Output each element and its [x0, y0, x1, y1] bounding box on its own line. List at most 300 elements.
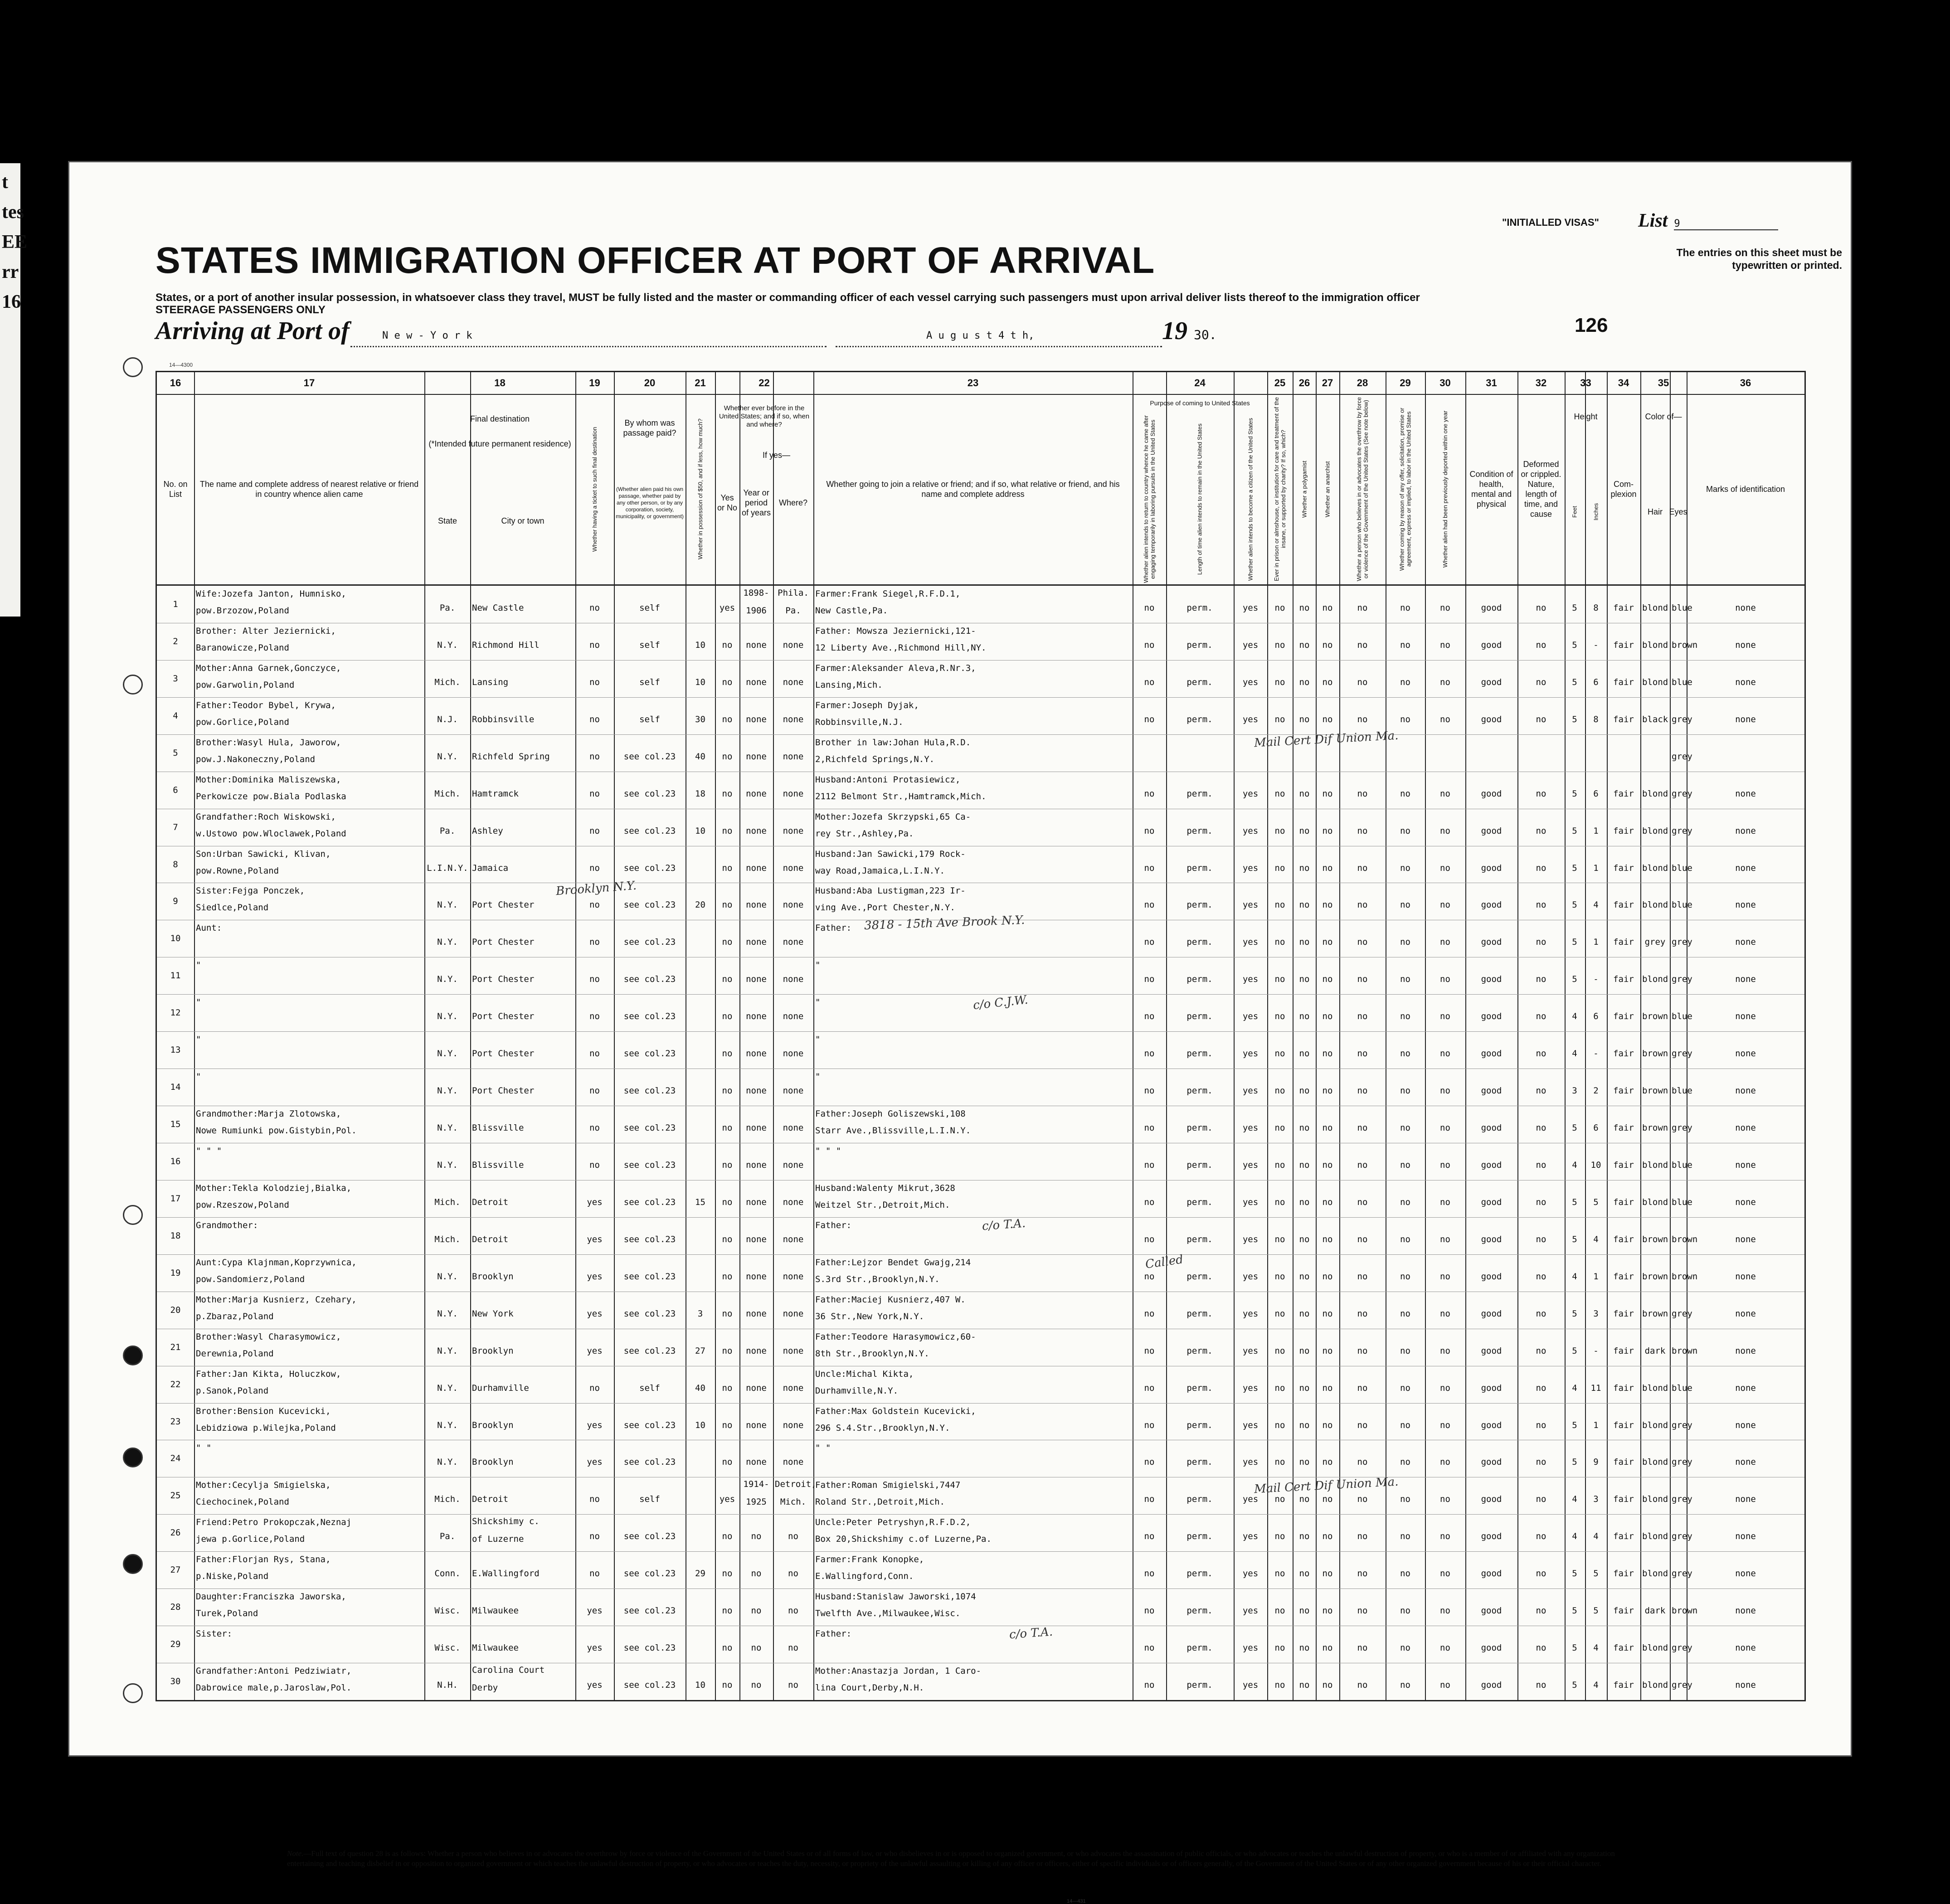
destination-city: Blissville	[472, 1123, 524, 1133]
answer-hair: blond	[1642, 789, 1668, 799]
answer-p1: no	[1144, 863, 1155, 873]
answer-q27: no	[1322, 1346, 1333, 1356]
answer-q25: no	[1274, 1160, 1285, 1170]
ticket-answer: yes	[587, 1272, 603, 1282]
destination-city: Port Chester	[472, 1086, 535, 1096]
answer-marks: none	[1735, 1457, 1756, 1467]
answer-cx: fair	[1613, 714, 1634, 724]
header-final-destination-note: (*Intended future permanent residence)	[428, 439, 571, 448]
ticket-answer: no	[589, 1569, 600, 1579]
answer-cx: fair	[1613, 937, 1634, 947]
answer-p3: yes	[1242, 1606, 1259, 1616]
answer-health: good	[1481, 1420, 1502, 1430]
answer-health: good	[1481, 1569, 1502, 1579]
relative-name: " "	[196, 1443, 212, 1453]
answer-eyes: brown	[1672, 1606, 1698, 1616]
answer-eyes: blue	[1672, 900, 1692, 910]
answer-marks: none	[1735, 826, 1756, 836]
joining-relative: "	[815, 960, 821, 970]
year-period: no	[751, 1531, 762, 1541]
answer-cx: fair	[1613, 1420, 1634, 1430]
answer-q25: no	[1274, 677, 1285, 687]
passage-paid-by: see col.23	[623, 1011, 676, 1021]
answer-q29: no	[1400, 863, 1410, 873]
passage-paid-by: see col.23	[623, 1272, 676, 1282]
answer-q28: no	[1357, 603, 1368, 613]
row-number: 21	[170, 1342, 181, 1352]
answer-ft: 5	[1572, 900, 1577, 910]
answer-health: good	[1481, 1606, 1502, 1616]
column-number: 23	[813, 372, 1133, 395]
passage-paid-by: see col.23	[623, 1234, 676, 1244]
relative-name: Grandfather:Roch Wiskowski,	[196, 812, 336, 822]
joining-relative: Father:Maciej Kusnierz,407 W.	[815, 1295, 966, 1305]
ever-before-answer: no	[722, 1346, 733, 1356]
answer-p1: no	[1144, 1011, 1155, 1021]
year	[1162, 316, 1217, 345]
answer-q28: no	[1357, 863, 1368, 873]
answer-eyes: grey	[1672, 1643, 1692, 1653]
answer-cx: fair	[1613, 1680, 1634, 1690]
relative-name: "	[196, 997, 201, 1007]
joining-relative: Farmer:Frank Konopke,	[815, 1554, 924, 1564]
answer-in: 3	[1593, 1494, 1599, 1504]
row-number: 24	[170, 1453, 181, 1463]
answer-q29: no	[1400, 1272, 1410, 1282]
column-number: 26	[1293, 372, 1316, 395]
answer-deform: no	[1536, 677, 1546, 687]
answer-health: good	[1481, 1680, 1502, 1690]
answer-eyes: grey	[1672, 752, 1692, 762]
answer-q25: no	[1274, 1234, 1285, 1244]
relative-name: Mother:Anna Garnek,Gonczyce,	[196, 663, 341, 673]
relative-name: Mother:Dominika Maliszewska,	[196, 775, 341, 785]
relative-name: Mother:Marja Kusnierz, Czehary,	[196, 1295, 357, 1305]
answer-p3: yes	[1242, 714, 1259, 724]
row-number: 26	[170, 1528, 181, 1538]
answer-q30: no	[1440, 1346, 1450, 1356]
year-period: none	[746, 1234, 767, 1244]
answer-p3: yes	[1242, 789, 1259, 799]
relative-name: " " "	[196, 1146, 222, 1156]
where: Phila.	[778, 588, 809, 598]
answer-eyes: blue	[1672, 1383, 1692, 1393]
ever-before-answer: no	[722, 752, 733, 762]
answer-in: -	[1593, 1346, 1599, 1356]
year-period: none	[746, 752, 767, 762]
answer-q30: no	[1440, 1197, 1450, 1207]
ever-before-answer: no	[722, 974, 733, 984]
year-period: none	[746, 1123, 767, 1133]
answer-q25: no	[1274, 1643, 1285, 1653]
answer-hair: blond	[1642, 603, 1668, 613]
answer-cx: fair	[1613, 1197, 1634, 1207]
answer-q26: no	[1299, 1457, 1310, 1467]
answer-q27: no	[1322, 603, 1333, 613]
answer-marks: none	[1735, 1420, 1756, 1430]
passage-paid-by: see col.23	[623, 1346, 676, 1356]
header-deported: Whether alien had been previously deported within one year	[1442, 410, 1449, 568]
joining-relative: Farmer:Joseph Dyjak,	[815, 700, 919, 710]
ever-before-answer: no	[722, 789, 733, 799]
answer-q29: no	[1400, 1569, 1410, 1579]
answer-q29: no	[1400, 1531, 1410, 1541]
joining-relative: "	[815, 1035, 821, 1044]
answer-q26: no	[1299, 1680, 1310, 1690]
answer-q28: no	[1357, 789, 1368, 799]
year-period-line2: 1925	[746, 1497, 767, 1507]
relative-address: Lebidziowa p.Wilejka,Poland	[196, 1423, 336, 1433]
relative-address: Nowe Rumiunki pow.Gistybin,Pol.	[196, 1126, 357, 1136]
answer-p1: no	[1144, 1309, 1155, 1319]
where-line2: Mich.	[780, 1497, 807, 1507]
answer-ft: 5	[1572, 1643, 1577, 1653]
joining-address: New Castle,Pa.	[815, 606, 888, 616]
joining-relative: Husband:Stanislaw Jaworski,1074	[815, 1592, 976, 1602]
answer-q27: no	[1322, 677, 1333, 687]
ticket-answer: no	[589, 789, 600, 799]
where: none	[783, 1272, 804, 1282]
answer-q25: no	[1274, 1309, 1285, 1319]
answer-p1: no	[1144, 1197, 1155, 1207]
answer-cx: fair	[1613, 677, 1634, 687]
answer-ft: 5	[1572, 640, 1577, 650]
answer-p1: no	[1144, 826, 1155, 836]
answer-hair: brown	[1642, 1049, 1668, 1059]
answer-q26: no	[1299, 1160, 1310, 1170]
destination-city-line2: Derby	[472, 1683, 498, 1693]
ticket-answer: yes	[587, 1457, 603, 1467]
destination-city: Shickshimy c.	[472, 1516, 540, 1526]
column-number: 18	[424, 372, 575, 395]
relative-name: Sister:Fejga Ponczek,	[196, 886, 305, 896]
answer-q25: no	[1274, 974, 1285, 984]
answer-q28: no	[1357, 714, 1368, 724]
answer-health: good	[1481, 1531, 1502, 1541]
answer-p3: yes	[1242, 1123, 1259, 1133]
row-number: 16	[170, 1156, 181, 1166]
answer-q29: no	[1400, 1457, 1410, 1467]
answer-deform: no	[1536, 937, 1546, 947]
where: none	[783, 677, 804, 687]
answer-q30: no	[1440, 1457, 1450, 1467]
row-number: 9	[173, 896, 178, 906]
money-amount: 10	[695, 677, 705, 687]
header-purpose-citizen: Whether alien intends to become a citizen of the United States	[1247, 418, 1254, 581]
answer-q25: no	[1274, 1197, 1285, 1207]
relative-address: p.Zbaraz,Poland	[196, 1311, 274, 1321]
relative-address: Baranowicze,Poland	[196, 643, 289, 653]
row-number: 15	[170, 1119, 181, 1129]
header-deformed: Deformed or crippled. Nature, length of time, and cause	[1521, 460, 1561, 519]
answer-cx: fair	[1613, 900, 1634, 910]
ticket-answer: no	[589, 1011, 600, 1021]
answer-health: good	[1481, 826, 1502, 836]
destination-city: Detroit	[472, 1197, 509, 1207]
answer-p1: no	[1144, 677, 1155, 687]
ticket-answer: no	[589, 1049, 600, 1059]
answer-in: 6	[1593, 1011, 1599, 1021]
joining-address: lina Court,Derby,N.H.	[815, 1683, 924, 1693]
answer-marks: none	[1735, 1643, 1756, 1653]
money-amount: 20	[695, 900, 705, 910]
answer-q27: no	[1322, 1383, 1333, 1393]
answer-q26: no	[1299, 1606, 1310, 1616]
column-number: 24	[1133, 372, 1267, 395]
destination-city: Carolina Court	[472, 1665, 545, 1675]
answer-in: 8	[1593, 714, 1599, 724]
answer-q29: no	[1400, 1086, 1410, 1096]
answer-hair: brown	[1642, 1086, 1668, 1096]
destination-city: Hamtramck	[472, 789, 519, 799]
answer-ft: 4	[1572, 1272, 1577, 1282]
answer-p2: perm.	[1187, 714, 1213, 724]
answer-p2: perm.	[1187, 937, 1213, 947]
answer-q30: no	[1440, 1606, 1450, 1616]
answer-ft: 3	[1572, 1086, 1577, 1096]
answer-q25: no	[1274, 1086, 1285, 1096]
answer-q27: no	[1322, 1531, 1333, 1541]
money-amount: 18	[695, 789, 705, 799]
answer-hair: blond	[1642, 1197, 1668, 1207]
where: no	[788, 1569, 798, 1579]
answer-marks: none	[1735, 603, 1756, 613]
year-period: none	[746, 1383, 767, 1393]
answer-ft: 5	[1572, 863, 1577, 873]
answer-q30: no	[1440, 1086, 1450, 1096]
where: none	[783, 1160, 804, 1170]
answer-q30: no	[1440, 1531, 1450, 1541]
answer-q25: no	[1274, 1123, 1285, 1133]
answer-eyes: brown	[1672, 1234, 1698, 1244]
ticket-answer: no	[589, 640, 600, 650]
destination-city: Lansing	[472, 677, 509, 687]
year-period: no	[751, 1680, 762, 1690]
year-period: none	[746, 900, 767, 910]
ever-before-answer: no	[722, 1011, 733, 1021]
destination-state: N.Y.	[437, 1383, 458, 1393]
answer-q25: no	[1274, 826, 1285, 836]
answer-marks: none	[1735, 1272, 1756, 1282]
column-divider	[614, 372, 615, 1700]
joining-relative: "	[815, 997, 821, 1007]
relative-address: pow.Brzozow,Poland	[196, 606, 289, 616]
answer-health: good	[1481, 974, 1502, 984]
passage-paid-by: see col.23	[623, 1160, 676, 1170]
where: Detroit,	[775, 1479, 817, 1489]
joining-address: Robbinsville,N.J.	[815, 717, 904, 727]
column-number: 17	[194, 372, 424, 395]
answer-q26: no	[1299, 677, 1310, 687]
header-marks: Marks of identification	[1706, 485, 1785, 494]
ticket-answer: no	[589, 1494, 600, 1504]
answer-deform: no	[1536, 1309, 1546, 1319]
answer-marks: none	[1735, 789, 1756, 799]
list-number	[1638, 210, 1778, 232]
answer-health: good	[1481, 677, 1502, 687]
column-number: 25	[1267, 372, 1293, 395]
relative-address: pow.Rzeszow,Poland	[196, 1200, 289, 1210]
answer-p2: perm.	[1187, 1457, 1213, 1467]
answer-hair: black	[1642, 714, 1668, 724]
column-number: 34	[1607, 372, 1640, 395]
answer-in: 11	[1590, 1383, 1601, 1393]
answer-cx: fair	[1613, 1011, 1634, 1021]
answer-marks: none	[1735, 1346, 1756, 1356]
answer-q27: no	[1322, 640, 1333, 650]
year-period: none	[746, 1086, 767, 1096]
answer-p1: no	[1144, 1680, 1155, 1690]
money-amount: 30	[695, 714, 705, 724]
destination-state: N.Y.	[437, 974, 458, 984]
answer-q28: no	[1357, 1346, 1368, 1356]
answer-q29: no	[1400, 1309, 1410, 1319]
answer-cx: fair	[1613, 1494, 1634, 1504]
ticket-answer: no	[589, 752, 600, 762]
answer-ft: 5	[1572, 677, 1577, 687]
answer-q25: no	[1274, 1569, 1285, 1579]
fragment-text: EE	[2, 232, 28, 253]
answer-p1: no	[1144, 1272, 1155, 1282]
answer-health: good	[1481, 1457, 1502, 1467]
answer-p3: yes	[1242, 640, 1259, 650]
answer-p2: perm.	[1187, 1234, 1213, 1244]
answer-health: good	[1481, 603, 1502, 613]
year-period: none	[746, 826, 767, 836]
answer-ft: 5	[1572, 1123, 1577, 1133]
header-overthrow: Whether a person who believes in or advocates the overthrow by force or violence of the Government of the United States (See note below)	[1356, 397, 1369, 582]
answer-hair: blond	[1642, 1643, 1668, 1653]
ever-before-answer: no	[722, 1569, 733, 1579]
row-number: 29	[170, 1639, 181, 1649]
where: none	[783, 1123, 804, 1133]
answer-q25: no	[1274, 900, 1285, 910]
column-number: 20	[614, 372, 686, 395]
answer-deform: no	[1536, 1457, 1546, 1467]
passage-paid-by: see col.23	[623, 1643, 676, 1653]
answer-q30: no	[1440, 677, 1450, 687]
answer-ft: 4	[1572, 1011, 1577, 1021]
answer-q27: no	[1322, 789, 1333, 799]
relative-address: w.Ustowo pow.Wloclawek,Poland	[196, 829, 346, 839]
joining-relative: Father: Mowsza Jeziernicki,121-	[815, 626, 976, 636]
answer-in: 1	[1593, 826, 1599, 836]
answer-in: -	[1593, 974, 1599, 984]
answer-eyes: grey	[1672, 826, 1692, 836]
destination-state: N.Y.	[437, 1420, 458, 1430]
answer-in: 10	[1590, 1160, 1601, 1170]
destination-city: Port Chester	[472, 1011, 535, 1021]
year-period: 1898-	[743, 588, 769, 598]
ticket-answer: yes	[587, 1309, 603, 1319]
destination-state: N.J.	[437, 714, 458, 724]
destination-state: Mich.	[434, 789, 461, 799]
answer-marks: none	[1735, 640, 1756, 650]
answer-p1: no	[1144, 937, 1155, 947]
answer-deform: no	[1536, 1346, 1546, 1356]
header-health: Condition of health, mental and physical	[1469, 470, 1513, 509]
answer-p3: yes	[1242, 1569, 1259, 1579]
year-period: none	[746, 1160, 767, 1170]
answer-q27: no	[1322, 937, 1333, 947]
ticket-answer: yes	[587, 1234, 603, 1244]
column-number: 31	[1465, 372, 1517, 395]
relative-address: pow.J.Nakoneczny,Poland	[196, 754, 316, 764]
answer-cx: fair	[1613, 1569, 1634, 1579]
answer-p1: no	[1144, 1643, 1155, 1653]
relative-name: Aunt:	[196, 923, 222, 933]
answer-cx: fair	[1613, 826, 1634, 836]
answer-q27: no	[1322, 1494, 1333, 1504]
column-divider	[715, 372, 716, 1700]
destination-city: Brooklyn	[472, 1420, 514, 1430]
header-anarchist: Whether an anarchist	[1324, 461, 1331, 517]
joining-relative: Brother in law:Johan Hula,R.D.	[815, 738, 971, 748]
row-number: 12	[170, 1008, 181, 1018]
relative-name: Mother:Cecylja Smigielska,	[196, 1480, 331, 1490]
where: no	[788, 1680, 798, 1690]
answer-p1: no	[1144, 640, 1155, 650]
answer-q26: no	[1299, 1011, 1310, 1021]
ever-before-answer: no	[722, 1272, 733, 1282]
answer-p3: yes	[1242, 1160, 1259, 1170]
answer-in: 4	[1593, 1680, 1599, 1690]
ticket-answer: no	[589, 1123, 600, 1133]
answer-q30: no	[1440, 826, 1450, 836]
relative-name: Aunt:Cypa Klajnman,Koprzywnica,	[196, 1258, 357, 1268]
answer-hair: brown	[1642, 1309, 1668, 1319]
answer-hair: dark	[1644, 1606, 1666, 1616]
answer-marks: none	[1735, 1383, 1756, 1393]
fragment-text: tes	[2, 202, 24, 223]
answer-q26: no	[1299, 1272, 1310, 1282]
destination-city: Brooklyn	[472, 1457, 514, 1467]
destination-state: Mich.	[434, 1494, 461, 1504]
money-amount: 3	[697, 1309, 703, 1319]
header-passage: By whom was passage paid?	[623, 418, 676, 437]
answer-p3: yes	[1242, 1049, 1259, 1059]
ticket-answer: yes	[587, 1680, 603, 1690]
header-complexion: Com-plexion	[1610, 480, 1637, 499]
answer-cx: fair	[1613, 1234, 1634, 1244]
passage-paid-by: see col.23	[623, 826, 676, 836]
answer-p1: no	[1144, 789, 1155, 799]
ever-before-answer: no	[722, 937, 733, 947]
answer-cx: fair	[1613, 1160, 1634, 1170]
joining-address: 12 Liberty Ave.,Richmond Hill,NY.	[815, 643, 987, 653]
answer-eyes: blue	[1672, 677, 1692, 687]
ever-before-answer: yes	[719, 603, 735, 613]
joining-address: 36 Str.,New York,N.Y.	[815, 1311, 924, 1321]
answer-deform: no	[1536, 714, 1546, 724]
header-height: Height	[1574, 412, 1598, 421]
answer-deform: no	[1536, 1011, 1546, 1021]
answer-q27: no	[1322, 1680, 1333, 1690]
answer-q30: no	[1440, 1011, 1450, 1021]
answer-in: 5	[1593, 1569, 1599, 1579]
answer-p3: yes	[1242, 1457, 1259, 1467]
answer-cx: fair	[1613, 1531, 1634, 1541]
footnote-code: 14—431	[1067, 1899, 1086, 1904]
where: no	[788, 1531, 798, 1541]
destination-city: Ashley	[472, 826, 503, 836]
answer-q26: no	[1299, 1494, 1310, 1504]
answer-eyes: grey	[1672, 937, 1692, 947]
answer-eyes: grey	[1672, 1680, 1692, 1690]
passage-paid-by: see col.23	[623, 1569, 676, 1579]
row-number: 27	[170, 1565, 181, 1575]
destination-city: Milwaukee	[472, 1643, 519, 1653]
